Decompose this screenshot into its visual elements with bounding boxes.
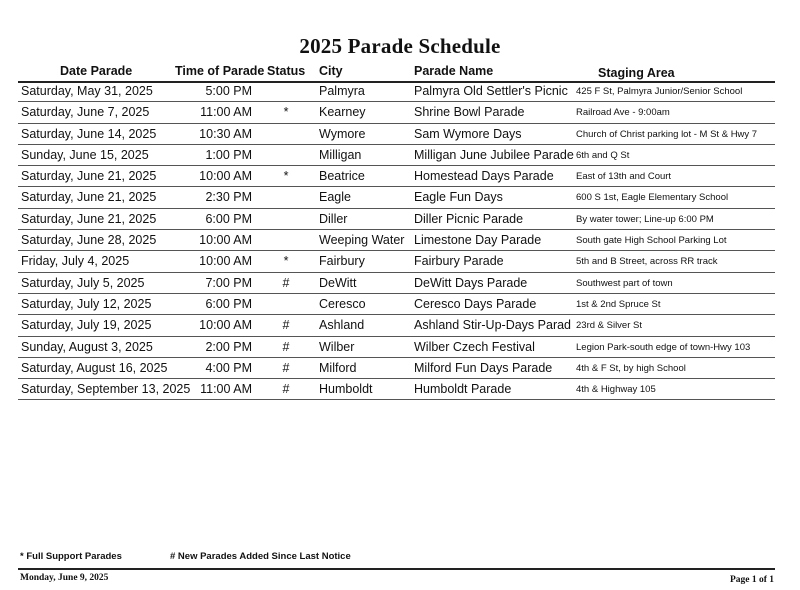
cell-parade-name: Palmyra Old Settler's Picnic (414, 84, 568, 98)
cell-status: # (282, 382, 290, 397)
cell-staging-area: 1st & 2nd Spruce St (576, 298, 661, 310)
cell-time: 11:00 AM (200, 105, 252, 120)
cell-staging-area: South gate High School Parking Lot (576, 235, 727, 247)
table-row (18, 358, 775, 379)
cell-city: Palmyra (319, 84, 365, 98)
cell-city: Ashland (319, 318, 365, 333)
cell-city: Milford (319, 360, 357, 375)
header-parade-name: Parade Name (414, 64, 494, 78)
cell-status: * (283, 254, 289, 269)
table-row (18, 166, 775, 187)
cell-status: # (282, 318, 290, 333)
cell-city: Diller (319, 211, 348, 226)
header-time: Time of Parade (175, 64, 265, 78)
cell-date: Saturday, June 21, 2025 (21, 190, 157, 205)
table-row (18, 315, 775, 336)
cell-parade-name: Homestead Days Parade (414, 169, 554, 184)
cell-status: # (282, 275, 290, 290)
cell-date: Saturday, May 31, 2025 (21, 84, 153, 98)
cell-staging-area: Southwest part of town (576, 277, 673, 289)
cell-staging-area: 5th and B Street, across RR track (576, 256, 718, 268)
cell-time: 1:00 PM (205, 147, 252, 162)
cell-date: Saturday, June 7, 2025 (21, 105, 150, 120)
cell-time: 5:00 PM (205, 84, 252, 98)
header-date: Date Parade (60, 64, 133, 78)
cell-time: 10:30 AM (199, 126, 252, 141)
cell-status: # (282, 360, 290, 375)
cell-date: Saturday, June 21, 2025 (21, 169, 157, 184)
cell-city: Fairbury (319, 254, 365, 269)
cell-date: Saturday, August 16, 2025 (21, 360, 168, 375)
cell-parade-name: Ashland Stir-Up-Days Parad (414, 318, 572, 333)
cell-staging-area: East of 13th and Court (576, 171, 672, 183)
cell-date: Saturday, July 19, 2025 (21, 318, 152, 333)
cell-date: Saturday, July 12, 2025 (21, 296, 152, 311)
cell-time: 11:00 AM (200, 382, 252, 397)
cell-staging-area: 6th and Q St (576, 149, 630, 161)
footer-date: Monday, June 9, 2025 (20, 573, 109, 583)
cell-parade-name: Shrine Bowl Parade (414, 105, 525, 120)
cell-parade-name: Ceresco Days Parade (414, 296, 537, 311)
cell-time: 6:00 PM (205, 296, 252, 311)
cell-date: Sunday, June 15, 2025 (21, 147, 149, 162)
cell-date: Saturday, June 21, 2025 (21, 211, 157, 226)
footer-divider (18, 568, 775, 570)
cell-time: 2:30 PM (205, 190, 252, 205)
cell-city: Eagle (319, 190, 351, 205)
cell-date: Sunday, August 3, 2025 (21, 339, 153, 354)
cell-staging-area: 4th & F St, by high School (576, 362, 686, 374)
cell-parade-name: Diller Picnic Parade (414, 211, 524, 226)
table-row (18, 294, 775, 315)
table-row (18, 273, 775, 294)
cell-city: Humboldt (319, 382, 373, 397)
page-title: 2025 Parade Schedule (299, 34, 501, 58)
cell-city: DeWitt (319, 275, 357, 290)
footer-page-number: Page 1 of 1 (729, 575, 774, 585)
table-row (18, 145, 775, 166)
cell-time: 4:00 PM (205, 360, 252, 375)
cell-time: 10:00 AM (199, 169, 252, 184)
cell-staging-area: 600 S 1st, Eagle Elementary School (576, 192, 729, 204)
cell-parade-name: Humboldt Parade (414, 382, 512, 397)
cell-time: 10:00 AM (199, 254, 252, 269)
table-row (18, 187, 775, 208)
table-row (18, 209, 775, 230)
cell-city: Wymore (319, 126, 366, 141)
cell-city: Milligan (319, 147, 362, 162)
cell-city: Beatrice (319, 169, 365, 184)
header-city: City (319, 64, 343, 78)
table-row (18, 251, 775, 272)
table-row (18, 81, 775, 102)
cell-parade-name: Sam Wymore Days (414, 126, 522, 141)
table-row (18, 102, 775, 123)
cell-parade-name: Fairbury Parade (414, 254, 504, 269)
cell-staging-area: Railroad Ave - 9:00am (576, 107, 670, 119)
cell-date: Saturday, September 13, 2025 (21, 382, 191, 397)
header-status: Status (267, 64, 306, 78)
table-row (18, 379, 775, 400)
cell-time: 10:00 AM (199, 233, 252, 248)
cell-time: 7:00 PM (205, 275, 252, 290)
cell-parade-name: Limestone Day Parade (414, 233, 542, 248)
cell-date: Saturday, June 28, 2025 (21, 233, 157, 248)
cell-status: * (283, 105, 289, 120)
cell-city: Wilber (319, 339, 355, 354)
cell-city: Kearney (319, 105, 366, 120)
cell-status: * (283, 169, 289, 184)
cell-staging-area: Legion Park-south edge of town-Hwy 103 (576, 341, 751, 353)
legend-full-support: * Full Support Parades (20, 551, 122, 562)
cell-parade-name: Eagle Fun Days (414, 190, 503, 205)
table-row (18, 124, 775, 145)
cell-time: 2:00 PM (205, 339, 252, 354)
cell-status: # (282, 339, 290, 354)
cell-parade-name: Wilber Czech Festival (414, 339, 535, 354)
cell-staging-area: By water tower; Line-up 6:00 PM (576, 213, 714, 225)
header-staging-area: Staging Area (598, 66, 675, 80)
cell-date: Saturday, June 14, 2025 (21, 126, 157, 141)
cell-time: 10:00 AM (199, 318, 252, 333)
cell-staging-area: Church of Christ parking lot - M St & Hwy 7 (576, 128, 758, 140)
schedule-table (18, 81, 775, 400)
cell-city: Ceresco (319, 296, 366, 311)
cell-time: 6:00 PM (205, 211, 252, 226)
cell-parade-name: Milligan June Jubilee Parade (414, 147, 574, 162)
cell-parade-name: Milford Fun Days Parade (414, 360, 553, 375)
cell-staging-area: 23rd & Silver St (576, 320, 642, 332)
cell-staging-area: 4th & Highway 105 (576, 384, 656, 396)
cell-staging-area: 425 F St, Palmyra Junior/Senior School (576, 86, 743, 97)
table-row (18, 230, 775, 251)
legend-new-parades: # New Parades Added Since Last Notice (170, 551, 351, 562)
cell-date: Saturday, July 5, 2025 (21, 275, 145, 290)
cell-date: Friday, July 4, 2025 (21, 254, 130, 269)
cell-parade-name: DeWitt Days Parade (414, 275, 528, 290)
cell-city: Weeping Water (319, 233, 405, 248)
table-header (18, 62, 775, 83)
table-row (18, 337, 775, 358)
